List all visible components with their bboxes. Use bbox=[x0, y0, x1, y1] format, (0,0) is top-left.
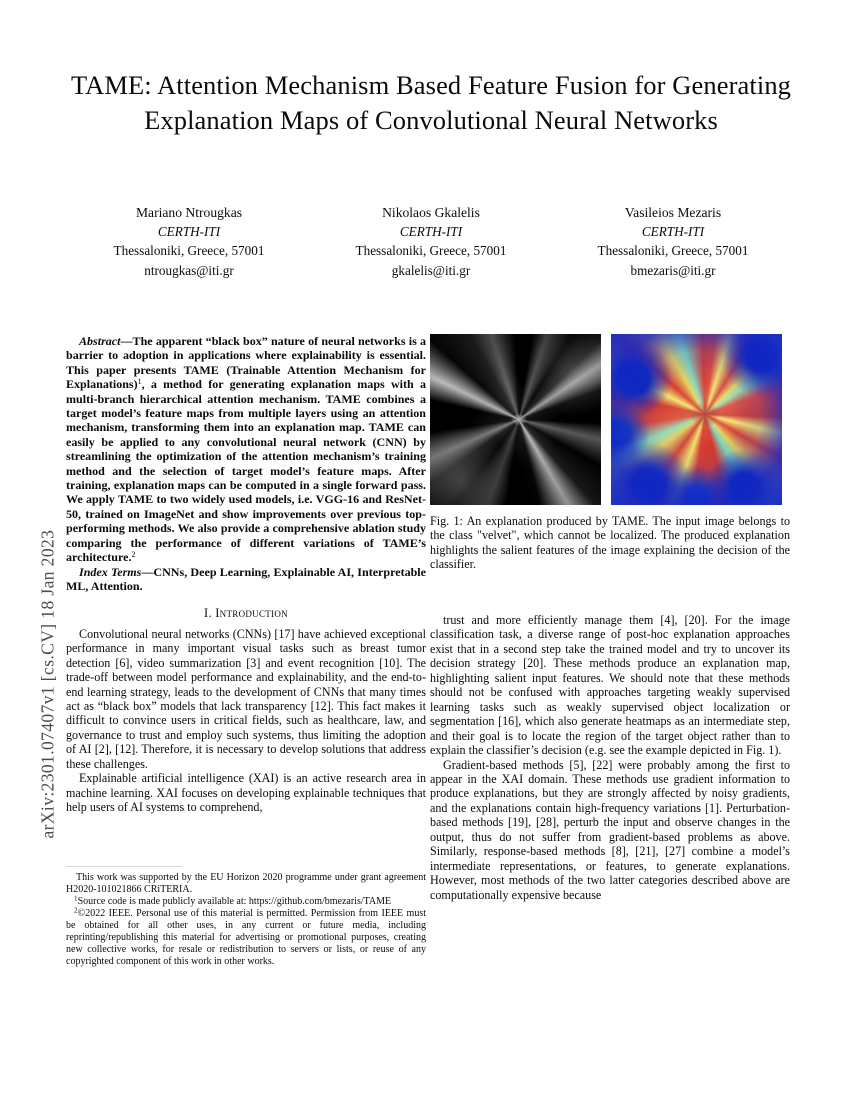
paragraph: Convolutional neural networks (CNNs) [17] have achieved exceptional performance in many important visual tasks such as breast tumor detection [6], video summarization [3] and event recognition [10]. The trade-off between model performance and explainability, and the end-to-end learning strategy, leads to the development of CNNs that many times act as “black box” models that lack transparency [12]. This fact makes it difficult to convince users in critical fields, such as healthcare, law, and governance to trust and employ such systems, thus limiting the adoption of AI [2], [12]. Therefore, it is necessary to develop solutions that address these challenges. bbox=[66, 626, 426, 771]
index-terms-lead: Index Terms bbox=[79, 564, 142, 579]
author-entry bbox=[310, 203, 552, 280]
arxiv-stamp bbox=[0, 0, 62, 1100]
abstract-paragraph bbox=[66, 334, 426, 565]
author-address: Thessaloniki, Greece, 57001 bbox=[113, 243, 265, 259]
author-name: Vasileios Mezaris bbox=[624, 205, 722, 220]
figure-label: Fig. 1: bbox=[430, 514, 463, 528]
author-affiliation: CERTH-ITI bbox=[157, 224, 221, 240]
section-title: Introduction bbox=[215, 606, 288, 621]
author-affiliation: CERTH-ITI bbox=[641, 224, 705, 240]
author-email[interactable]: gkalelis@iti.gr bbox=[391, 262, 471, 278]
footnotes-block bbox=[66, 866, 426, 968]
funding-note: This work was supported by the EU Horizon 2020 programme under grant agreement H2020-101021866 CRiTERIA. bbox=[66, 872, 426, 895]
author-entry bbox=[68, 203, 310, 280]
author-name: Mariano Ntrougkas bbox=[135, 205, 243, 220]
footnote-ref-1[interactable]: 1 bbox=[137, 377, 142, 387]
figure-caption-text: An explanation produced by TAME. The input image belongs to the class "velvet", which cannot be localized. The produced explanation highlights the salient features of the image explaining the decision of the classifier. bbox=[430, 514, 790, 572]
author-entry bbox=[552, 203, 794, 280]
arxiv-stamp-text: arXiv:2301.07407v1 [cs.CV] 18 Jan 2023 bbox=[37, 529, 58, 839]
page-title: TAME: Attention Mechanism Based Feature Fusion for Generating Explanation Maps of Convolutional Neural Networks bbox=[70, 70, 792, 135]
author-address: Thessaloniki, Greece, 57001 bbox=[597, 243, 749, 259]
footnote-mark: 1 bbox=[74, 894, 78, 903]
author-block bbox=[68, 203, 794, 280]
abstract-text-part1: The apparent “black box” nature of neural networks is a barrier to adoption in applications where explainability is essential. This paper presents TAME (Trainable Attention Mechanism for Explanations) bbox=[66, 334, 426, 392]
author-name: Nikolaos Gkalelis bbox=[382, 205, 480, 220]
left-column bbox=[66, 334, 426, 815]
footnote-item bbox=[66, 896, 426, 908]
index-terms-paragraph bbox=[66, 565, 426, 594]
right-column bbox=[430, 613, 790, 902]
figure-input-image bbox=[430, 334, 601, 505]
footnote-mark: 2 bbox=[74, 906, 78, 915]
page-sheet bbox=[62, 0, 850, 1100]
index-terms-dash: — bbox=[141, 564, 154, 579]
figure-images bbox=[430, 334, 790, 505]
author-affiliation: CERTH-ITI bbox=[399, 224, 463, 240]
abstract-dash: — bbox=[120, 334, 133, 348]
footnote-item bbox=[66, 908, 426, 968]
footnote-text: Source code is made publicly available at: https://github.com/bmezaris/TAME bbox=[77, 896, 392, 907]
figure-explanation-heatmap bbox=[611, 334, 782, 505]
figure-caption bbox=[430, 514, 790, 572]
paragraph: Explainable artificial intelligence (XAI) is an active research area in machine learning. XAI focuses on developing explainable techniques that help users of AI systems to comprehend, bbox=[66, 771, 426, 815]
author-address: Thessaloniki, Greece, 57001 bbox=[355, 243, 507, 259]
section-number: I. bbox=[204, 606, 212, 621]
figure-1 bbox=[430, 334, 790, 572]
paragraph: trust and more efficiently manage them [4], [20]. For the image classification task, a diverse range of post-hoc explanation approaches exist that in a second step take the trained model and try to uncover its decision strategy [20]. These methods produce an explanation map, highlighting salient input features. We should note that these methods should not be confused with approaches targeting weakly supervised learning tasks such as weakly supervised object localization or segmentation [16], which also generate heatmaps as an intermediate step, and their goal is to locate the region of the target object rather than to explain the classifier’s decision (e.g. see the example depicted in Fig. 1). bbox=[430, 613, 790, 758]
abstract-block bbox=[66, 334, 426, 593]
footnote-text: ©2022 IEEE. Personal use of this material is permitted. Permission from IEEE must be obtained for all other uses, in any current or future media, including reprinting/republishing this material for advertising or promotional purposes, creating new collective works, for resale or redistribution to servers or lists, or reuse of any copyrighted component of this work in other works. bbox=[66, 908, 426, 967]
paragraph: Gradient-based methods [5], [22] were probably among the first to appear in the XAI domain. These methods use gradient information to produce explanations, but they are strongly affected by noisy gradients, and the explanations contain high-frequency variations [1]. Perturbation-based methods [19], [28], perturb the input and observe changes in the output, thus do not suffer from gradient-based problems as above. Similarly, response-based methods [8], [21], [27] combine a model’s intermediate representations, or features, to generate explanations. However, most methods of the two latter categories described above are computationally expensive because bbox=[430, 757, 790, 902]
section-heading-introduction bbox=[66, 606, 426, 620]
index-terms-text: CNNs, Deep Learning, Explainable AI, Interpretable ML, Attention. bbox=[66, 564, 427, 593]
author-email[interactable]: ntrougkas@iti.gr bbox=[144, 262, 234, 278]
footnote-ref-2[interactable]: 2 bbox=[131, 549, 136, 559]
abstract-text-part2: , a method for generating explanation maps with a multi-branch hierarchical attention mechanism. TAME combines a target model’s feature maps from multiple layers using an attention mechanism, transforming them into an explanation map. TAME can easily be applied to any convolutional neural network (CNN) by streamlining the optimization of the attention mechanism’s training method and the selection of target model’s feature maps. After training, explanation maps can be computed in a single forward pass. We apply TAME to two widely used models, i.e. VGG-16 and ResNet-50, trained on ImageNet and show improvements over previous top-performing methods. We also provide a comprehensive ablation study comparing the performance of different variations of TAME’s architecture. bbox=[66, 377, 426, 565]
footnote-separator bbox=[66, 866, 182, 867]
title-block bbox=[68, 68, 794, 138]
author-email[interactable]: bmezaris@iti.gr bbox=[630, 262, 716, 278]
abstract-lead: Abstract bbox=[79, 334, 121, 348]
